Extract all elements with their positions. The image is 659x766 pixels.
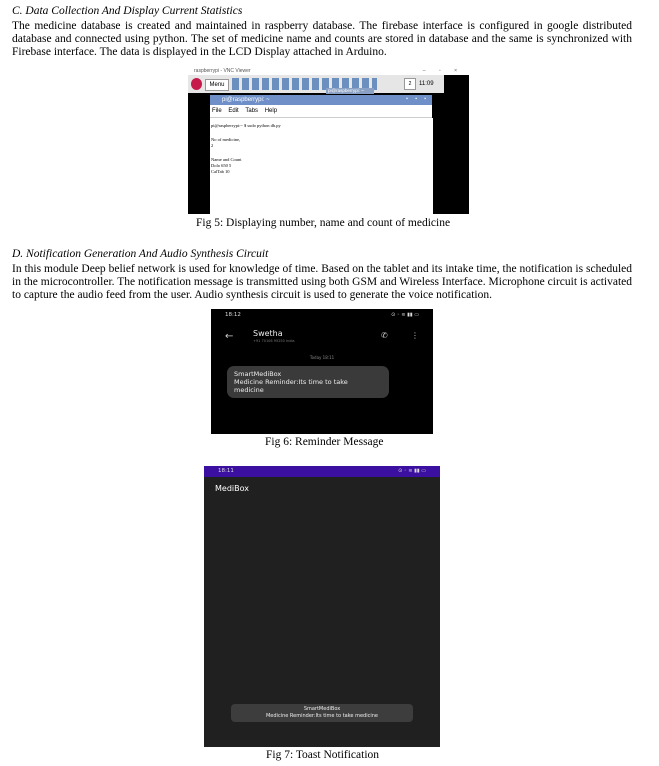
status-icons: ⊙ ◦ ≋ ▮▮ ▭: [398, 468, 426, 474]
terminal-body: [210, 118, 433, 214]
sender-name: Swetha: [253, 329, 283, 338]
terminal-menu-edit: Edit: [228, 108, 239, 114]
system-tray: [404, 78, 442, 90]
terminal-title-bar: [210, 95, 432, 105]
terminal-title: pi@raspberrypi: ~: [222, 97, 270, 103]
figure-6-caption: Fig 6: Reminder Message: [265, 436, 384, 448]
terminal-line: 2: [211, 143, 214, 148]
raspberry-pi-logo-icon: [191, 78, 202, 90]
toast-title: SmartMediBox: [303, 706, 341, 712]
terminal-line: No of medicine,: [211, 137, 241, 142]
terminal-window-controls: ▪ ▪ ▪: [406, 97, 429, 102]
figure-7-caption: Fig 7: Toast Notification: [266, 749, 380, 761]
app-title: MediBox: [215, 484, 249, 493]
tray-badge: 2: [404, 78, 416, 90]
vnc-window-controls: – ▫ ×: [422, 68, 463, 74]
terminal-line: Name and Count: [211, 157, 242, 162]
terminal-line: pi@raspberrypi:~ $ sudo python db.py: [211, 123, 281, 128]
section-c-heading: C. Data Collection And Display Current Statistics: [12, 5, 243, 17]
toast-notification: [231, 704, 413, 722]
figure-5-caption: Fig 5: Displaying number, name and count of medicine: [196, 217, 451, 229]
status-bar: [204, 466, 440, 477]
more-options-icon: ⋮: [411, 331, 419, 340]
figure-7-toast-screenshot: [204, 466, 440, 747]
tray-clock: 11:09: [419, 81, 434, 87]
message-line: medicine: [234, 386, 264, 394]
section-d-paragraph: In this module Deep belief network is used for knowledge of time. Based on the tablet and its intake time, the notification is scheduled in the microcontroller. The notification message is transmitted using both GSM and Wireless Interface. Microphone circuit is activated to capture the audio feed from the user. Audio synthesis circuit is used to generate the voice notification.: [12, 263, 632, 301]
back-arrow-icon: ←: [225, 331, 234, 342]
vnc-title-bar: [188, 68, 469, 75]
terminal-line: Dolo 650 5: [211, 163, 232, 168]
message-bubble: [227, 366, 389, 398]
message-line: Medicine Reminder:Its time to take: [234, 378, 348, 386]
terminal-menu-tabs: Tabs: [245, 108, 259, 114]
terminal-menu-file: File: [212, 108, 222, 114]
status-icons: ⊙ ◦ ≋ ▮▮ ▭: [391, 312, 419, 318]
message-line: SmartMediBox: [234, 370, 282, 378]
taskbar-tooltip: pi@raspberrypi: ~: [326, 88, 374, 94]
message-date: Today 18:11: [309, 355, 335, 360]
sender-number: +91 70106 95250 India: [253, 339, 295, 343]
figure-5-vnc-screenshot: [188, 68, 469, 214]
toast-message: Medicine Reminder:Its time to take medicine: [265, 713, 378, 719]
figure-6-sms-screenshot: [211, 309, 433, 434]
status-time: 18:11: [218, 468, 234, 474]
terminal-line: CalTab 10: [211, 169, 230, 174]
phone-call-icon: ✆: [381, 331, 388, 340]
menu-button: Menu: [205, 79, 229, 91]
raspberry-pi-taskbar: [188, 75, 444, 93]
terminal-menu-bar: [210, 105, 432, 118]
section-c-paragraph: The medicine database is created and maintained in raspberry database. The firebase interface is configured in google distributed database and connected using python. The set of medicine name and counts are stored in database and the same is synchronized with Firebase interface. The data is displayed in the LCD Display attached in Arduino.: [12, 20, 632, 58]
status-time: 18:12: [225, 312, 241, 318]
terminal-menu-help: Help: [264, 108, 278, 114]
section-d-heading: D. Notification Generation And Audio Synthesis Circuit: [12, 248, 269, 260]
vnc-window-title: raspberrypi - VNC Viewer: [194, 68, 251, 74]
